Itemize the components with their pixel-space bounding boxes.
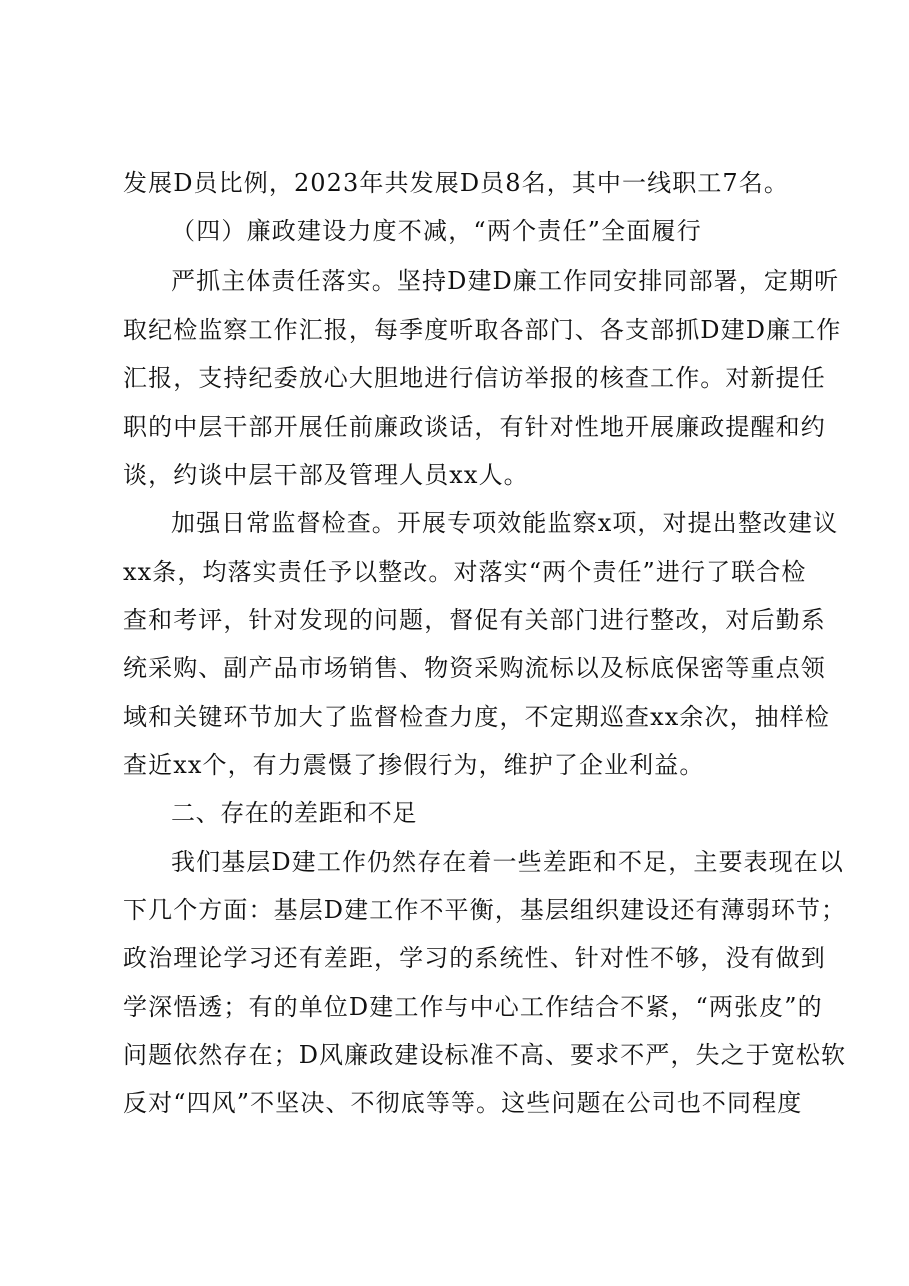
paragraph-line: 问题依然存在；D风廉政建设标准不高、要求不严，失之于宽松软 xyxy=(123,1041,847,1069)
paragraph-line: 取纪检监察工作汇报，每季度听取各部门、各支部抓D建D廉工作 xyxy=(123,316,842,344)
paragraph-line: 下几个方面：基层D建工作不平衡，基层组织建设还有薄弱环节； xyxy=(123,896,847,924)
section-heading: 二、存在的差距和不足 xyxy=(171,799,417,827)
paragraph-line: 反对“四风”不坚决、不彻底等等。这些问题在公司也不同程度 xyxy=(123,1089,803,1117)
paragraph-line: 汇报，支持纪委放心大胆地进行信访举报的核查工作。对新提任 xyxy=(123,364,826,392)
paragraph-line: xx条，均落实责任予以整改。对落实“两个责任”进行了联合检 xyxy=(123,558,807,586)
paragraph-line: 职的中层干部开展任前廉政谈话，有针对性地开展廉政提醒和约 xyxy=(123,413,826,441)
paragraph-line: 严抓主体责任落实。坚持D建D廉工作同安排同部署，定期听 xyxy=(171,267,840,295)
paragraph-line: 谈，约谈中层干部及管理人员xx人。 xyxy=(123,461,529,489)
paragraph-line: 查近xx个，有力震慑了掺假行为，维护了企业利益。 xyxy=(123,751,705,779)
paragraph-line: 我们基层D建工作仍然存在着一些差距和不足，主要表现在以 xyxy=(171,848,844,876)
paragraph-line: 政治理论学习还有差距，学习的系统性、针对性不够，没有做到 xyxy=(123,944,826,972)
paragraph-line: 加强日常监督检查。开展专项效能监察x项，对提出整改建议 xyxy=(171,509,839,537)
paragraph-line: 查和考评，针对发现的问题，督促有关部门进行整改，对后勤系 xyxy=(123,606,826,634)
paragraph-line: 域和关键环节加大了监督检查力度，不定期巡查xx余次，抽样检 xyxy=(123,703,830,731)
paragraph-line: 统采购、副产品市场销售、物资采购流标以及标底保密等重点领 xyxy=(123,654,826,682)
text-line: 发展D员比例，2023年共发展D员8名，其中一线职工7名。 xyxy=(123,169,789,197)
section-subheading: （四）廉政建设力度不减，“两个责任”全面履行 xyxy=(171,217,702,245)
paragraph-line: 学深悟透；有的单位D建工作与中心工作结合不紧，“两张皮”的 xyxy=(123,993,823,1021)
